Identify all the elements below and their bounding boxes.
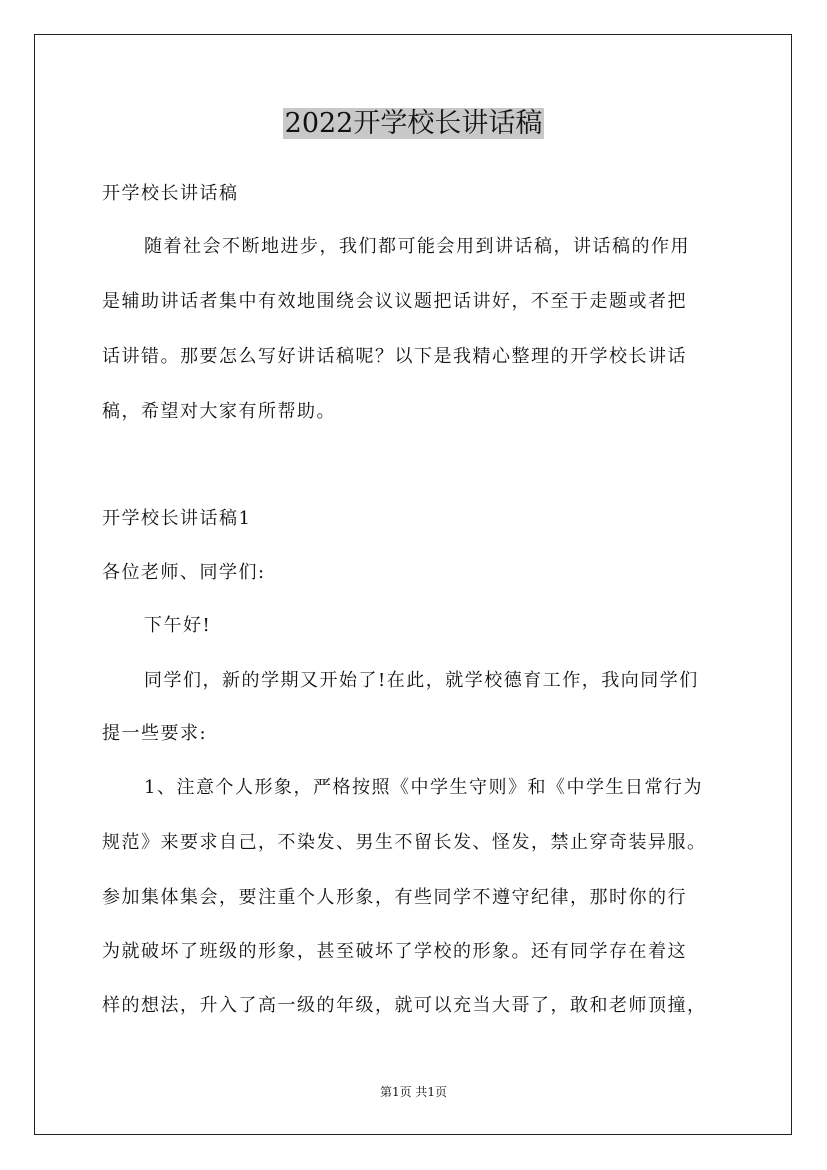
greeting: 下午好! bbox=[144, 615, 212, 636]
document-subtitle: 开学校长讲话稿 bbox=[102, 183, 239, 204]
body-line-4: 规范》来要求自己，不染发、男生不留长发、怪发，禁止穿奇装异服。 bbox=[102, 832, 707, 853]
body-line-6: 为就破坏了班级的形象，甚至破坏了学校的形象。还有同学存在着这 bbox=[102, 941, 687, 962]
body-line-1: 同学们，新的学期又开始了!在此，就学校德育工作，我向同学们 bbox=[144, 670, 699, 691]
body-line-5: 参加集体集会，要注重个人形象，有些同学不遵守纪律，那时你的行 bbox=[102, 887, 687, 908]
salutation: 各位老师、同学们: bbox=[102, 562, 266, 583]
intro-line-4: 稿，希望对大家有所帮助。 bbox=[102, 401, 336, 422]
body-line-7: 样的想法，升入了高一级的年级，就可以充当大哥了，敢和老师顶撞， bbox=[102, 995, 707, 1016]
body-line-3: 1、注意个人形象，严格按照《中学生守则》和《中学生日常行为 bbox=[144, 777, 703, 798]
intro-line-1: 随着社会不断地进步，我们都可能会用到讲话稿，讲话稿的作用 bbox=[144, 236, 690, 257]
body-line-2: 提一些要求: bbox=[102, 723, 208, 744]
page-footer: 第1页 共1页 bbox=[379, 1085, 448, 1099]
intro-line-2: 是辅助讲话者集中有效地围绕会议议题把话讲好，不至于走题或者把 bbox=[102, 291, 687, 312]
document-title: 2022开学校长讲话稿 bbox=[284, 108, 543, 139]
section-heading: 开学校长讲话稿1 bbox=[102, 508, 252, 529]
intro-line-3: 话讲错。那要怎么写好讲话稿呢？以下是我精心整理的开学校长讲话 bbox=[102, 346, 687, 367]
